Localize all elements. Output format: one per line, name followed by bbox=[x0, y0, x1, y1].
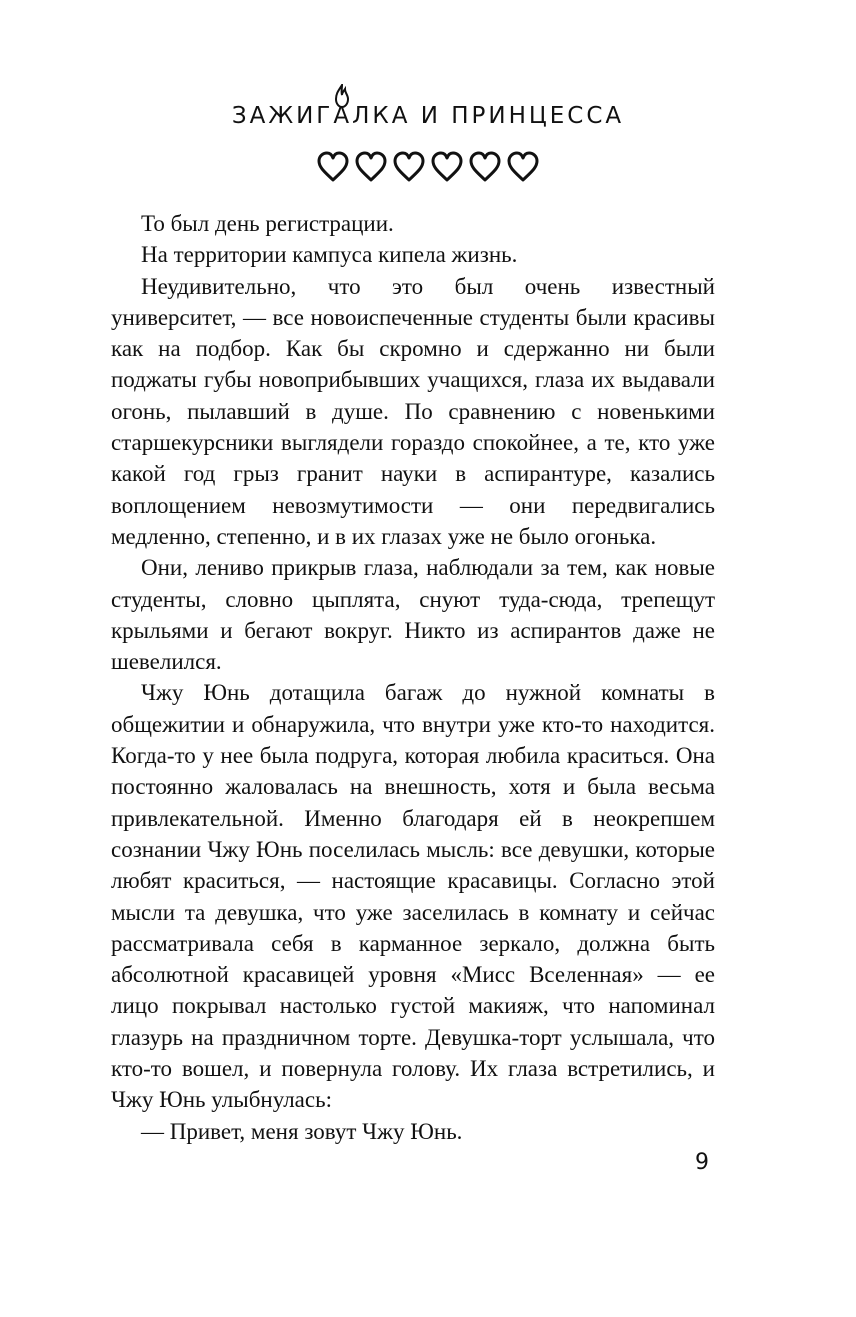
running-head: ЗАЖИГАЛКА И ПРИНЦЕССА bbox=[231, 103, 625, 129]
body-text bbox=[111, 208, 715, 1147]
heart-icon bbox=[430, 150, 464, 184]
heart-icon bbox=[506, 150, 540, 184]
heart-icon bbox=[316, 150, 350, 184]
heart-icon bbox=[392, 150, 426, 184]
heart-ornament bbox=[0, 150, 856, 184]
heart-icon bbox=[468, 150, 502, 184]
paragraph: То был день регистрации. bbox=[141, 211, 394, 236]
page-number: 9 bbox=[695, 1150, 709, 1175]
paragraph: Чжу Юнь дотащила багаж до нужной комнаты в общежитии и обнаружила, что внутри уже кто-то находится. Когда-то у нее была подруга, которая любила краситься. Она постоянно жаловалась на внешность, хотя и была весьма привлекательной. Именно благодаря ей в неокрепшем сознании Чжу Юнь поселилась мысль: все девушки, которые любят краситься, — настоящие красавицы. Согласно этой мысли та девушка, что уже заселилась в комнату и сейчас рассматривала себя в карманное зеркало, должна быть абсолютной красавицей уровня «Мисс Вселенная» — ее лицо покрывал настолько густой макияж, что напоминал глазурь на праздничном торте. Девушка-торт услышала, что кто-то вошел, и повернула голову. Их глаза встретились, и Чжу Юнь улыбнулась: bbox=[111, 680, 715, 1113]
flame-icon bbox=[333, 84, 351, 108]
heart-icon bbox=[354, 150, 388, 184]
paragraph: — Привет, меня зовут Чжу Юнь. bbox=[141, 1118, 463, 1144]
paragraph: На территории кампуса кипела жизнь. bbox=[141, 242, 518, 268]
paragraph: Неудивительно, что это был очень известный университет, — все новоиспеченные студенты были красивы как на подбор. Как бы скромно и сдержанно ни были поджаты губы новоприбывших учащихся, глаза их выдавали огонь, пылавший в душе. По сравнению с новенькими старшекурсники выглядели гораздо спокойнее, а те, кто уже какой год грыз гранит науки в аспирантуре, казались воплощением невозмутимости — они передвигались медленно, степенно, и в их глазах уже не было огонька. bbox=[111, 273, 715, 549]
paragraph: Они, лениво прикрыв глаза, наблюдали за тем, как новые студенты, словно цыплята, снуют туда-сюда, трепещут крыльями и бегают вокруг. Никто из аспирантов даже не шевелился. bbox=[111, 555, 715, 675]
